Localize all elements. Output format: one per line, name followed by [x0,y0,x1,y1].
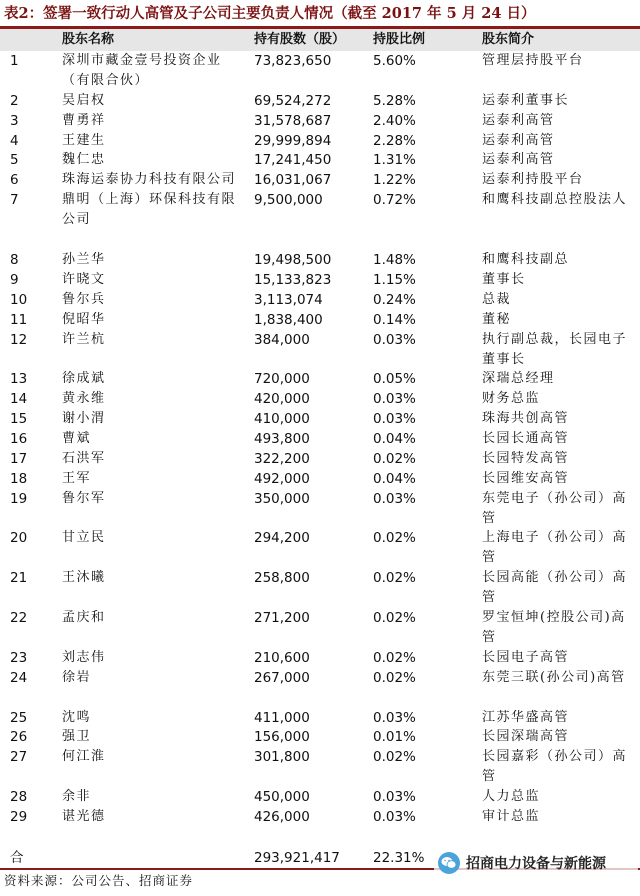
table-row [0,150,640,170]
shares-held: 19,498,500 [254,251,332,268]
shares-held: 29,999,894 [254,132,332,149]
row-index: 27 [10,749,28,766]
table-row [0,489,640,529]
holding-ratio: 0.03% [373,411,416,428]
shares-held: 720,000 [254,371,310,388]
shareholder-desc: 运泰利高管 [482,132,555,148]
shareholder-desc: 运泰利高管 [482,152,555,168]
shareholder-name: 余非 [62,789,92,805]
row-index: 23 [10,649,28,666]
row-index: 1 [10,53,19,69]
shares-held: 493,800 [254,430,310,447]
table-row [0,708,640,728]
holding-ratio: 5.28% [373,92,416,109]
row-index: 16 [10,430,28,447]
table-row [0,648,640,668]
shares-held: 3,113,074 [254,291,323,308]
row-index: 18 [10,470,28,487]
shares-held: 426,000 [254,808,310,825]
holding-ratio: 1.22% [373,172,416,189]
holding-ratio: 2.28% [373,132,416,149]
shareholder-desc: 长园长通高管 [482,430,570,446]
shares-held: 17,241,450 [254,152,332,169]
header-desc: 股东简介 [482,32,535,47]
table-row [0,568,640,608]
shareholder-name: 深圳市藏金壹号投资企业（有限合伙） [62,53,222,88]
holding-ratio: 0.04% [373,430,416,447]
shareholder-name: 鲁尔兵 [62,291,106,307]
shares-held: 267,000 [254,669,310,686]
row-index: 19 [10,490,28,507]
table-row [0,608,640,648]
holding-ratio: 1.31% [373,152,416,169]
shares-held: 450,000 [254,789,310,806]
row-index: 3 [10,112,19,129]
table-row [0,389,640,409]
shareholder-name: 刘志伟 [62,649,106,665]
table-header [0,29,640,51]
shareholder-name: 鼎明（上海）环保科技有限公司 [62,192,237,228]
shareholder-desc: 长园维安高管 [482,470,570,486]
holding-ratio: 0.02% [373,749,416,766]
shareholder-desc: 罗宝恒坤(控股公司)高管 [482,610,626,646]
holding-ratio: 0.04% [373,470,416,487]
table-body [0,51,640,827]
shareholder-desc: 运泰利持股平台 [482,172,584,188]
shareholder-desc: 和鹰科技副总 [482,251,570,267]
holding-ratio: 0.02% [373,669,416,686]
shareholder-name: 王军 [62,470,92,486]
table-row [0,807,640,827]
shares-held: 492,000 [254,470,310,487]
shares-held: 16,031,067 [254,172,332,189]
shareholder-desc: 深瑞总经理 [482,371,555,387]
shareholder-name: 曹斌 [62,430,92,446]
holding-ratio: 0.14% [373,311,416,328]
shareholder-desc: 执行副总裁，长园电子董事长 [482,331,628,367]
table-row [0,727,640,747]
shares-held: 258,800 [254,570,310,587]
shares-held: 73,823,650 [254,53,332,69]
holding-ratio: 0.72% [373,192,416,209]
shareholder-name: 石洪军 [62,450,106,466]
row-index: 14 [10,391,28,408]
shareholder-name: 黄永维 [62,391,106,407]
shareholder-name: 谌光德 [62,808,106,824]
holding-ratio: 0.02% [373,570,416,587]
header-shares: 持有股数（股） [254,32,346,47]
table-row [0,310,640,330]
table-row [0,747,640,787]
holding-ratio: 0.03% [373,709,416,726]
shares-held: 31,578,687 [254,112,332,129]
shares-held: 15,133,823 [254,271,332,288]
row-index: 26 [10,729,28,746]
row-index: 29 [10,808,28,825]
table-row [0,290,640,310]
shareholder-name: 沈鸣 [62,709,92,725]
shareholder-name: 许晓文 [62,271,106,287]
holding-ratio: 0.03% [373,331,416,348]
shareholder-name: 徐岩 [62,669,92,685]
shareholder-desc: 和鹰科技副总控股法人 [482,192,628,208]
shareholder-desc: 长园深瑞高管 [482,729,570,745]
shares-held: 9,500,000 [254,192,323,209]
holding-ratio: 0.02% [373,610,416,627]
shares-held: 411,000 [254,709,310,726]
row-index: 20 [10,530,28,547]
shareholder-name: 王沐曦 [62,570,106,586]
shareholder-name: 倪昭华 [62,311,106,327]
row-index: 9 [10,271,19,288]
row-index: 6 [10,172,19,189]
holding-ratio: 0.03% [373,391,416,408]
shares-held: 1,838,400 [254,311,323,328]
holding-ratio: 0.02% [373,530,416,547]
holding-ratio: 5.60% [373,53,416,69]
holding-ratio: 0.03% [373,490,416,507]
shareholder-name: 魏仁忠 [62,152,106,168]
shareholder-name: 珠海运泰协力科技有限公司 [62,172,237,188]
table-row [0,270,640,290]
shares-held: 350,000 [254,490,310,507]
shareholder-name: 谢小渭 [62,411,106,427]
holding-ratio: 0.01% [373,729,416,746]
shares-held: 271,200 [254,610,310,627]
shareholder-name: 徐成斌 [62,371,106,387]
shareholder-desc: 东莞三联(孙公司)高管 [482,669,626,685]
table-row [0,91,640,111]
shareholder-desc: 人力总监 [482,789,541,805]
shareholder-desc: 董秘 [482,311,512,327]
holding-ratio: 0.05% [373,371,416,388]
shareholder-name: 强卫 [62,729,92,745]
total-ratio: 22.31% [373,850,425,866]
shareholder-desc: 运泰利董事长 [482,92,570,108]
shareholder-desc: 长园电子高管 [482,649,570,665]
total-shares: 293,921,417 [254,850,340,866]
shareholder-desc: 上海电子（孙公司）高管 [482,530,628,566]
watermark [434,850,638,876]
shareholder-name: 孟庆和 [62,610,106,626]
table-row [0,250,640,270]
table-row [0,131,640,151]
source-note: 资料来源：公司公告、招商证券 [4,873,194,888]
shares-held: 420,000 [254,391,310,408]
table-title: 表2：签署一致行动人高管及子公司主要负责人情况（截至 2017 年 5 月 24 日） [4,5,536,22]
table-row [0,111,640,131]
holding-ratio: 1.48% [373,251,416,268]
shares-held: 410,000 [254,411,310,428]
shareholder-desc: 长园特发高管 [482,450,570,466]
shareholder-desc: 总裁 [482,291,512,307]
row-index: 12 [10,331,28,348]
row-index: 5 [10,152,19,169]
row-index: 15 [10,411,28,428]
holding-ratio: 0.24% [373,291,416,308]
row-index: 7 [10,192,19,209]
table-row [0,170,640,190]
row-index: 13 [10,371,28,388]
row-index: 4 [10,132,19,149]
table-row [0,469,640,489]
shareholder-desc: 珠海共创高管 [482,411,570,427]
wechat-icon [438,852,460,874]
shares-held: 210,600 [254,649,310,666]
shareholder-name: 曹勇祥 [62,112,106,128]
shares-held: 156,000 [254,729,310,746]
shareholder-name: 王建生 [62,132,106,148]
shares-held: 301,800 [254,749,310,766]
shareholder-name: 鲁尔军 [62,490,106,506]
shareholder-name: 孙兰华 [62,251,106,267]
shareholder-name: 许兰杭 [62,331,106,347]
row-index: 25 [10,709,28,726]
row-index: 24 [10,669,28,686]
table-row [0,409,640,429]
row-index: 10 [10,291,28,308]
table-row [0,429,640,449]
shareholder-desc: 运泰利高管 [482,112,555,128]
holding-ratio: 0.03% [373,808,416,825]
shareholder-desc: 长园高能（孙公司）高管 [482,570,628,606]
total-label: 合 [10,850,24,866]
shares-held: 384,000 [254,331,310,348]
table-row [0,449,640,469]
table-row [0,528,640,568]
shareholder-desc: 东莞电子（孙公司）高管 [482,490,628,526]
row-index: 28 [10,789,28,806]
shareholder-name: 何江淮 [62,749,106,765]
row-index: 22 [10,610,28,627]
header-ratio: 持股比例 [373,32,426,47]
holding-ratio: 0.03% [373,789,416,806]
shareholder-desc: 管理层持股平台 [482,53,584,68]
shareholder-name: 吴启权 [62,92,106,108]
holding-ratio: 2.40% [373,112,416,129]
shareholder-desc: 财务总监 [482,391,541,407]
shares-held: 294,200 [254,530,310,547]
row-index: 21 [10,570,28,587]
shareholder-desc: 审计总监 [482,808,541,824]
holding-ratio: 0.02% [373,450,416,467]
table-row [0,190,640,250]
shares-held: 69,524,272 [254,92,332,109]
table-row [0,51,640,91]
shareholder-desc: 长园嘉彩（孙公司）高管 [482,749,628,785]
table-row [0,668,640,708]
watermark-text: 招商电力设备与新能源 [466,856,606,872]
table-row [0,787,640,807]
holding-ratio: 0.02% [373,649,416,666]
shareholder-desc: 江苏华盛高管 [482,709,570,725]
header-name: 股东名称 [62,32,115,47]
shareholder-desc: 董事长 [482,271,526,287]
table-row [0,369,640,389]
shareholder-name: 甘立民 [62,530,106,546]
row-index: 11 [10,311,28,328]
row-index: 8 [10,251,19,268]
shares-held: 322,200 [254,450,310,467]
holding-ratio: 1.15% [373,271,416,288]
table-row [0,330,640,370]
row-index: 17 [10,450,28,467]
row-index: 2 [10,92,19,109]
